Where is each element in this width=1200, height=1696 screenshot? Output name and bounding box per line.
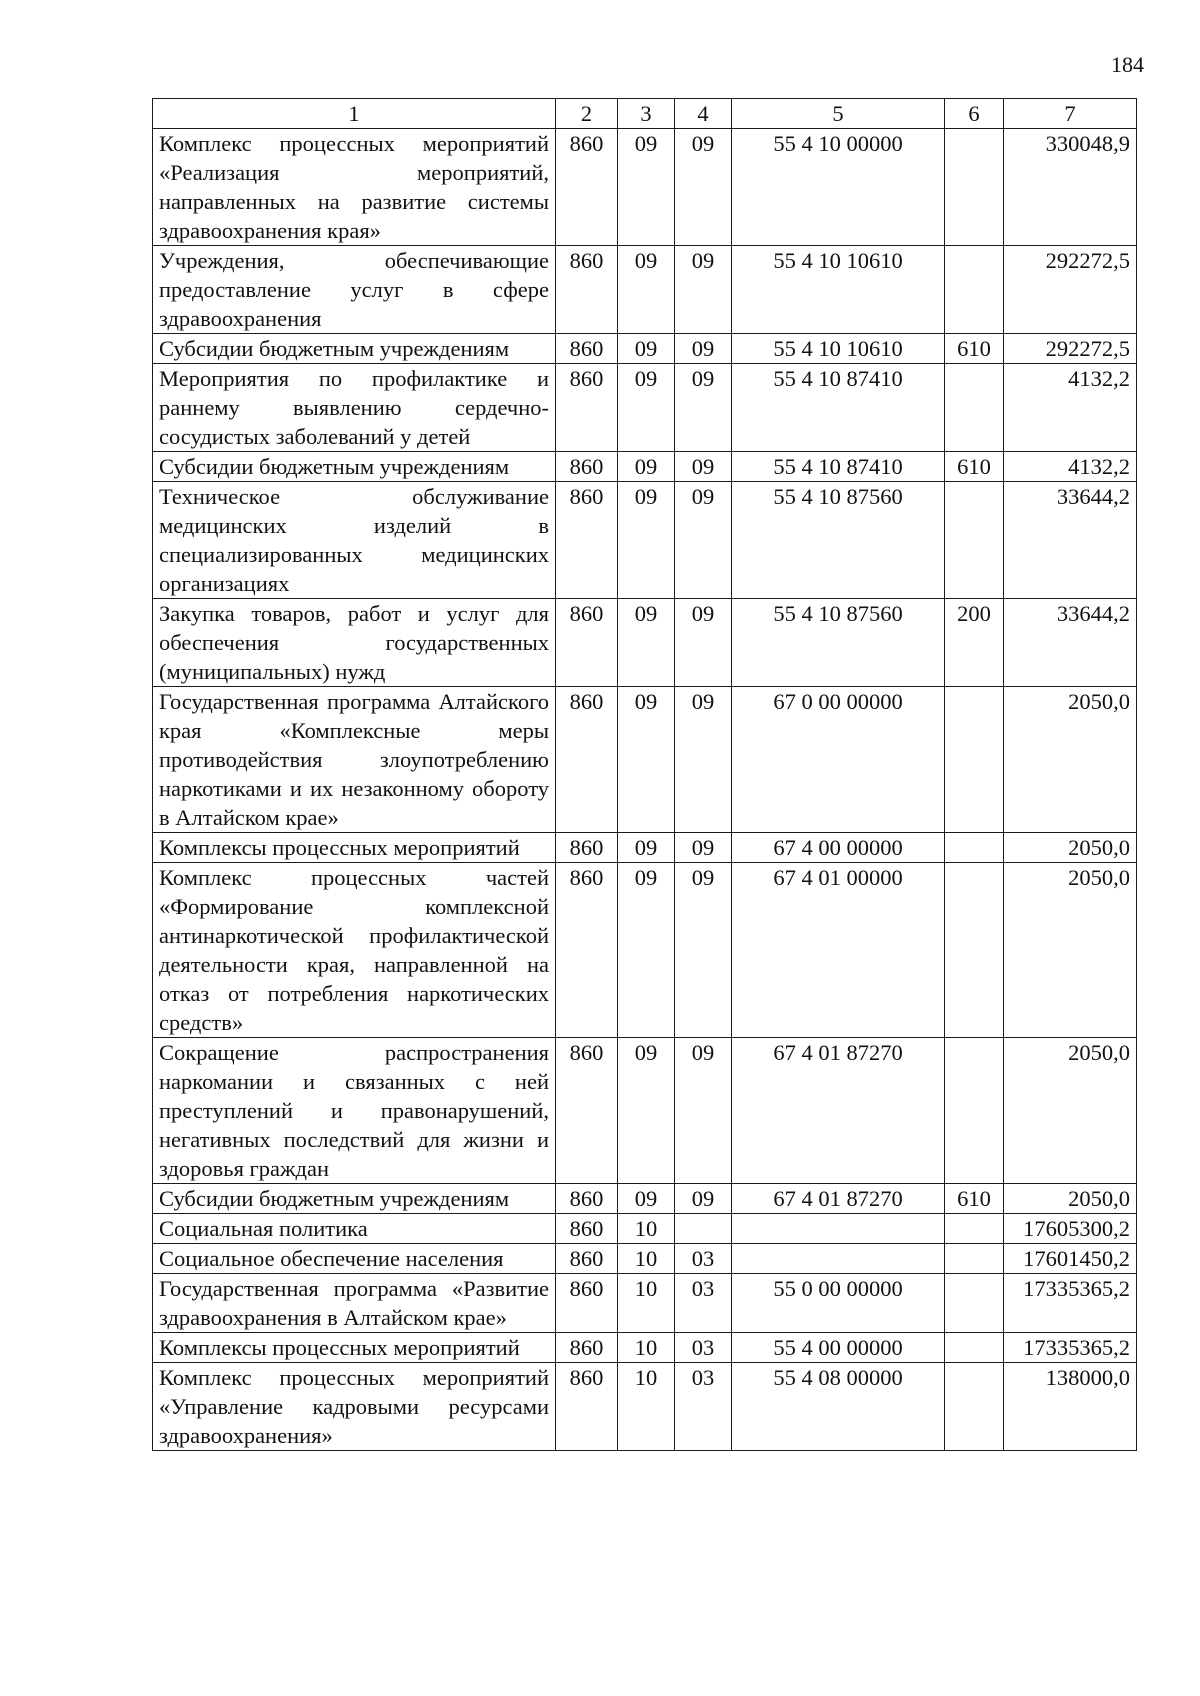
cell-amount: 17335365,2 xyxy=(1004,1274,1137,1333)
cell-target-article: 55 4 10 00000 xyxy=(732,129,945,246)
table-row xyxy=(153,1363,1137,1451)
cell-amount: 2050,0 xyxy=(1004,1038,1137,1184)
row-name: Государственная программа «Развитие здравоохранения в Алтайском крае» xyxy=(153,1274,556,1333)
cell-amount: 2050,0 xyxy=(1004,833,1137,863)
cell-target-article xyxy=(732,1244,945,1274)
cell-amount: 33644,2 xyxy=(1004,599,1137,687)
table-row xyxy=(153,452,1137,482)
cell-amount: 2050,0 xyxy=(1004,863,1137,1038)
column-header-6: 6 xyxy=(945,99,1004,129)
row-name: Государственная программа Алтайского края «Комплексные меры противодействия злоупотреблению наркотиками и их незаконному обороту в Алтайском крае» xyxy=(153,687,556,833)
cell-target-article: 55 0 00 00000 xyxy=(732,1274,945,1333)
cell-subsection: 09 xyxy=(675,1184,732,1214)
cell-expense-type xyxy=(945,129,1004,246)
cell-ministry-code: 860 xyxy=(556,1333,618,1363)
cell-ministry-code: 860 xyxy=(556,1363,618,1451)
row-name: Социальное обеспечение населения xyxy=(153,1244,556,1274)
cell-section: 10 xyxy=(618,1363,675,1451)
column-header-5: 5 xyxy=(732,99,945,129)
row-name: Сокращение распространения наркомании и связанных с ней преступлений и правонарушений, негативных последствий для жизни и здоровья граждан xyxy=(153,1038,556,1184)
column-header-2: 2 xyxy=(556,99,618,129)
column-header-4: 4 xyxy=(675,99,732,129)
cell-amount: 4132,2 xyxy=(1004,364,1137,452)
cell-section: 10 xyxy=(618,1274,675,1333)
table-row xyxy=(153,482,1137,599)
cell-section: 09 xyxy=(618,599,675,687)
row-name: Учреждения, обеспечивающие предоставление услуг в сфере здравоохранения xyxy=(153,246,556,334)
cell-ministry-code: 860 xyxy=(556,1244,618,1274)
cell-expense-type xyxy=(945,1363,1004,1451)
cell-amount: 138000,0 xyxy=(1004,1363,1137,1451)
cell-expense-type xyxy=(945,1214,1004,1244)
cell-section: 09 xyxy=(618,1184,675,1214)
cell-subsection: 09 xyxy=(675,129,732,246)
cell-amount: 2050,0 xyxy=(1004,687,1137,833)
cell-section: 09 xyxy=(618,334,675,364)
cell-expense-type xyxy=(945,482,1004,599)
cell-target-article: 67 4 01 87270 xyxy=(732,1038,945,1184)
column-header-1: 1 xyxy=(153,99,556,129)
cell-section: 09 xyxy=(618,482,675,599)
table-row xyxy=(153,246,1137,334)
cell-subsection: 03 xyxy=(675,1333,732,1363)
table-row xyxy=(153,1244,1137,1274)
cell-subsection: 09 xyxy=(675,1038,732,1184)
row-name: Субсидии бюджетным учреждениям xyxy=(153,1184,556,1214)
cell-section: 10 xyxy=(618,1333,675,1363)
cell-ministry-code: 860 xyxy=(556,833,618,863)
cell-section: 10 xyxy=(618,1214,675,1244)
cell-expense-type: 610 xyxy=(945,1184,1004,1214)
row-name: Мероприятия по профилактике и раннему выявлению сердечно-сосудистых заболеваний у детей xyxy=(153,364,556,452)
row-name: Комплекс процессных частей «Формирование комплексной антинаркотической профилактической деятельности края, направленной на отказ от потребления наркотических средств» xyxy=(153,863,556,1038)
cell-amount: 17335365,2 xyxy=(1004,1333,1137,1363)
cell-section: 09 xyxy=(618,364,675,452)
cell-target-article: 55 4 10 87560 xyxy=(732,599,945,687)
table-row xyxy=(153,1184,1137,1214)
table-row xyxy=(153,599,1137,687)
cell-expense-type xyxy=(945,863,1004,1038)
cell-subsection: 09 xyxy=(675,599,732,687)
table-row xyxy=(153,833,1137,863)
table-row xyxy=(153,1274,1137,1333)
table-row xyxy=(153,863,1137,1038)
cell-subsection: 09 xyxy=(675,833,732,863)
cell-expense-type xyxy=(945,687,1004,833)
cell-subsection: 03 xyxy=(675,1363,732,1451)
cell-ministry-code: 860 xyxy=(556,599,618,687)
cell-amount: 330048,9 xyxy=(1004,129,1137,246)
cell-target-article: 55 4 08 00000 xyxy=(732,1363,945,1451)
cell-amount: 33644,2 xyxy=(1004,482,1137,599)
table-row xyxy=(153,1214,1137,1244)
cell-expense-type xyxy=(945,1274,1004,1333)
cell-target-article: 55 4 10 87560 xyxy=(732,482,945,599)
cell-section: 09 xyxy=(618,129,675,246)
row-name: Комплексы процессных мероприятий xyxy=(153,833,556,863)
cell-section: 09 xyxy=(618,452,675,482)
cell-target-article: 67 4 01 00000 xyxy=(732,863,945,1038)
cell-expense-type xyxy=(945,1038,1004,1184)
row-name: Комплексы процессных мероприятий xyxy=(153,1333,556,1363)
cell-subsection: 09 xyxy=(675,334,732,364)
cell-subsection: 03 xyxy=(675,1244,732,1274)
cell-amount: 292272,5 xyxy=(1004,246,1137,334)
cell-subsection: 09 xyxy=(675,863,732,1038)
cell-ministry-code: 860 xyxy=(556,1274,618,1333)
column-header-7: 7 xyxy=(1004,99,1137,129)
cell-ministry-code: 860 xyxy=(556,246,618,334)
cell-subsection xyxy=(675,1214,732,1244)
cell-subsection: 09 xyxy=(675,482,732,599)
table-row xyxy=(153,687,1137,833)
cell-ministry-code: 860 xyxy=(556,364,618,452)
cell-ministry-code: 860 xyxy=(556,452,618,482)
row-name: Закупка товаров, работ и услуг для обеспечения государственных (муниципальных) нужд xyxy=(153,599,556,687)
cell-subsection: 09 xyxy=(675,364,732,452)
cell-target-article: 67 4 00 00000 xyxy=(732,833,945,863)
cell-amount: 2050,0 xyxy=(1004,1184,1137,1214)
cell-expense-type xyxy=(945,364,1004,452)
cell-expense-type xyxy=(945,246,1004,334)
row-name: Комплекс процессных мероприятий «Управление кадровыми ресурсами здравоохранения» xyxy=(153,1363,556,1451)
cell-section: 09 xyxy=(618,833,675,863)
cell-subsection: 09 xyxy=(675,246,732,334)
cell-amount: 4132,2 xyxy=(1004,452,1137,482)
cell-expense-type xyxy=(945,1333,1004,1363)
cell-expense-type xyxy=(945,833,1004,863)
cell-target-article: 67 0 00 00000 xyxy=(732,687,945,833)
cell-subsection: 09 xyxy=(675,452,732,482)
cell-subsection: 09 xyxy=(675,687,732,833)
cell-expense-type xyxy=(945,1244,1004,1274)
table-row xyxy=(153,1333,1137,1363)
cell-expense-type: 610 xyxy=(945,334,1004,364)
row-name: Техническое обслуживание медицинских изделий в специализированных медицинских организациях xyxy=(153,482,556,599)
cell-section: 10 xyxy=(618,1244,675,1274)
cell-amount: 17605300,2 xyxy=(1004,1214,1137,1244)
budget-table xyxy=(152,98,1137,1451)
cell-ministry-code: 860 xyxy=(556,863,618,1038)
cell-ministry-code: 860 xyxy=(556,1214,618,1244)
cell-ministry-code: 860 xyxy=(556,482,618,599)
cell-expense-type: 200 xyxy=(945,599,1004,687)
row-name: Субсидии бюджетным учреждениям xyxy=(153,334,556,364)
cell-section: 09 xyxy=(618,687,675,833)
column-header-3: 3 xyxy=(618,99,675,129)
cell-target-article: 55 4 10 87410 xyxy=(732,364,945,452)
cell-target-article: 55 4 00 00000 xyxy=(732,1333,945,1363)
row-name: Социальная политика xyxy=(153,1214,556,1244)
cell-ministry-code: 860 xyxy=(556,1184,618,1214)
table-row xyxy=(153,334,1137,364)
cell-amount: 292272,5 xyxy=(1004,334,1137,364)
cell-target-article: 67 4 01 87270 xyxy=(732,1184,945,1214)
cell-expense-type: 610 xyxy=(945,452,1004,482)
cell-section: 09 xyxy=(618,863,675,1038)
cell-target-article: 55 4 10 87410 xyxy=(732,452,945,482)
cell-target-article xyxy=(732,1214,945,1244)
cell-amount: 17601450,2 xyxy=(1004,1244,1137,1274)
cell-target-article: 55 4 10 10610 xyxy=(732,246,945,334)
row-name: Субсидии бюджетным учреждениям xyxy=(153,452,556,482)
cell-target-article: 55 4 10 10610 xyxy=(732,334,945,364)
cell-ministry-code: 860 xyxy=(556,1038,618,1184)
table-row xyxy=(153,129,1137,246)
row-name: Комплекс процессных мероприятий «Реализация мероприятий, направленных на развитие системы здравоохранения края» xyxy=(153,129,556,246)
cell-ministry-code: 860 xyxy=(556,334,618,364)
cell-ministry-code: 860 xyxy=(556,687,618,833)
table-row xyxy=(153,1038,1137,1184)
table-row xyxy=(153,364,1137,452)
header-row xyxy=(153,99,1137,129)
cell-section: 09 xyxy=(618,1038,675,1184)
cell-ministry-code: 860 xyxy=(556,129,618,246)
page-number: 184 xyxy=(1111,52,1144,77)
cell-subsection: 03 xyxy=(675,1274,732,1333)
cell-section: 09 xyxy=(618,246,675,334)
